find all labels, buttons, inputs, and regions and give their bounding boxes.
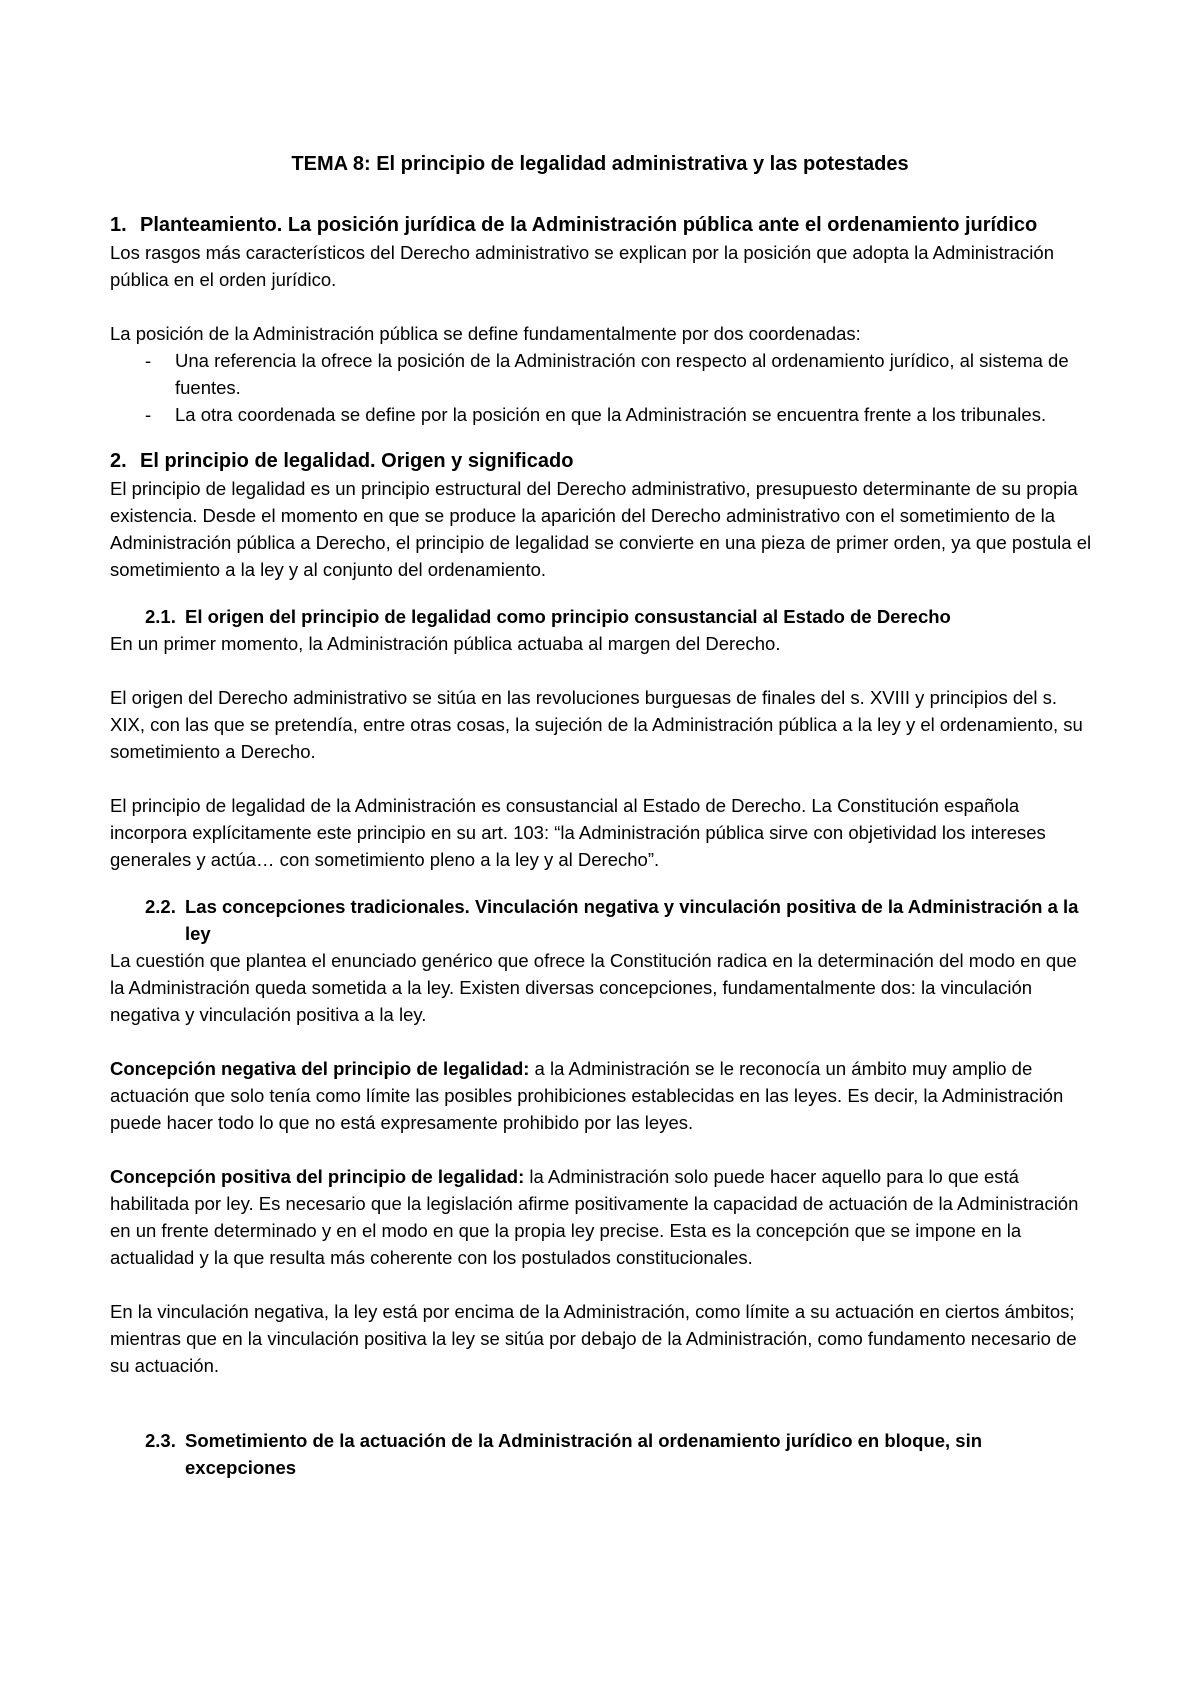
- section-2-heading: [110, 448, 1095, 475]
- document-title: TEMA 8: El principio de legalidad administrativa y las potestades: [291, 153, 909, 175]
- section-title: El origen del principio de legalidad como principio consustancial al Estado de Derecho: [185, 606, 951, 627]
- paragraph-text: la Administración solo puede hacer aquello para lo que está habilitada por ley. Es necesario que la legislación afirme positivamente la capacidad de actuación de la Administración en un frente determinado y en el modo en que la propia ley precise. Esta es la concepción que se impone en la actualidad y la que resulta más coherente con los postulados constitucionales.: [110, 1166, 1079, 1268]
- section-number: 1.: [110, 214, 127, 236]
- section-1-heading: [110, 212, 1095, 239]
- section-number: 2.1.: [145, 606, 176, 627]
- paragraph: La cuestión que plantea el enunciado genérico que ofrece la Constitución radica en la determinación del modo en que la Administración queda sometida a la ley. Existen diversas concepciones, fundamentalmente dos: la vinculación negativa y vinculación positiva a la ley.: [110, 950, 1077, 1025]
- paragraph: El principio de legalidad es un principio estructural del Derecho administrativo, presupuesto determinante de su propia existencia. Desde el momento en que se produce la aparición del Derecho administrativo con el sometimiento de la Administración pública a Derecho, el principio de legalidad se convierte en una pieza de primer orden, ya que postula el sometimiento a la ley y al conjunto del ordenamiento.: [110, 478, 1092, 580]
- section-number: 2.3.: [145, 1430, 176, 1451]
- paragraph: El principio de legalidad de la Administración es consustancial al Estado de Derecho. La Constitución española incorpora explícitamente este principio en su art. 103: “la Administración pública sirve con objetividad los intereses generales y actúa… con sometimiento pleno a la ley y al Derecho”.: [110, 795, 1046, 870]
- paragraph-text: a la Administración se le reconocía un ámbito muy amplio de actuación que solo tenía como límite las posibles prohibiciones establecidas en las leyes. Es decir, la Administración puede hacer todo lo que no está expresamente prohibido por las leyes.: [110, 1058, 1064, 1133]
- bold-lead: Concepción positiva del principio de legalidad:: [110, 1166, 525, 1187]
- paragraph: La posición de la Administración pública se define fundamentalmente por dos coordenadas:: [110, 323, 861, 344]
- bold-lead: Concepción negativa del principio de legalidad:: [110, 1058, 530, 1079]
- subsection-2-3-heading: [110, 1427, 1095, 1481]
- document-body: [110, 212, 1095, 1481]
- subsection-2-2-heading: [110, 893, 1095, 947]
- paragraph: En la vinculación negativa, la ley está por encima de la Administración, como límite a su actuación en ciertos ámbitos; mientras que en la vinculación positiva la ley se sitúa por debajo de la Administración, como fundamento necesario de su actuación.: [110, 1301, 1077, 1376]
- paragraph: Los rasgos más característicos del Derecho administrativo se explican por la posición que adopta la Administración pública en el orden jurídico.: [110, 242, 1054, 290]
- list-item-text: La otra coordenada se define por la posición en que la Administración se encuentra frente a los tribunales.: [175, 404, 1047, 425]
- paragraph: El origen del Derecho administrativo se sitúa en las revoluciones burguesas de finales del s. XVIII y principios del s. XIX, con las que se pretendía, entre otras cosas, la sujeción de la Administración pública a la ley y el ordenamiento, su sometimiento a Derecho.: [110, 687, 1083, 762]
- section-title: Planteamiento. La posición jurídica de la Administración pública ante el ordenamiento jurídico: [140, 214, 1038, 236]
- section-title: Sometimiento de la actuación de la Administración al ordenamiento jurídico en bloque, sin excepciones: [185, 1430, 983, 1478]
- subsection-2-1-heading: [110, 603, 1095, 630]
- section-title: Las concepciones tradicionales. Vinculación negativa y vinculación positiva de la Administración a la ley: [185, 896, 1079, 944]
- paragraph: [110, 1163, 1095, 1271]
- bullet-marker: -: [145, 350, 152, 371]
- paragraph: [110, 1055, 1095, 1136]
- section-number: 2.: [110, 450, 127, 472]
- section-title: El principio de legalidad. Origen y significado: [140, 450, 574, 472]
- list-item-text: Una referencia la ofrece la posición de la Administración con respecto al ordenamiento jurídico, al sistema de fuentes.: [175, 350, 1069, 398]
- section-number: 2.2.: [145, 896, 176, 917]
- list-item: [110, 347, 1095, 401]
- bullet-marker: -: [145, 404, 152, 425]
- paragraph: En un primer momento, la Administración pública actuaba al margen del Derecho.: [110, 633, 781, 654]
- list-item: [110, 401, 1095, 428]
